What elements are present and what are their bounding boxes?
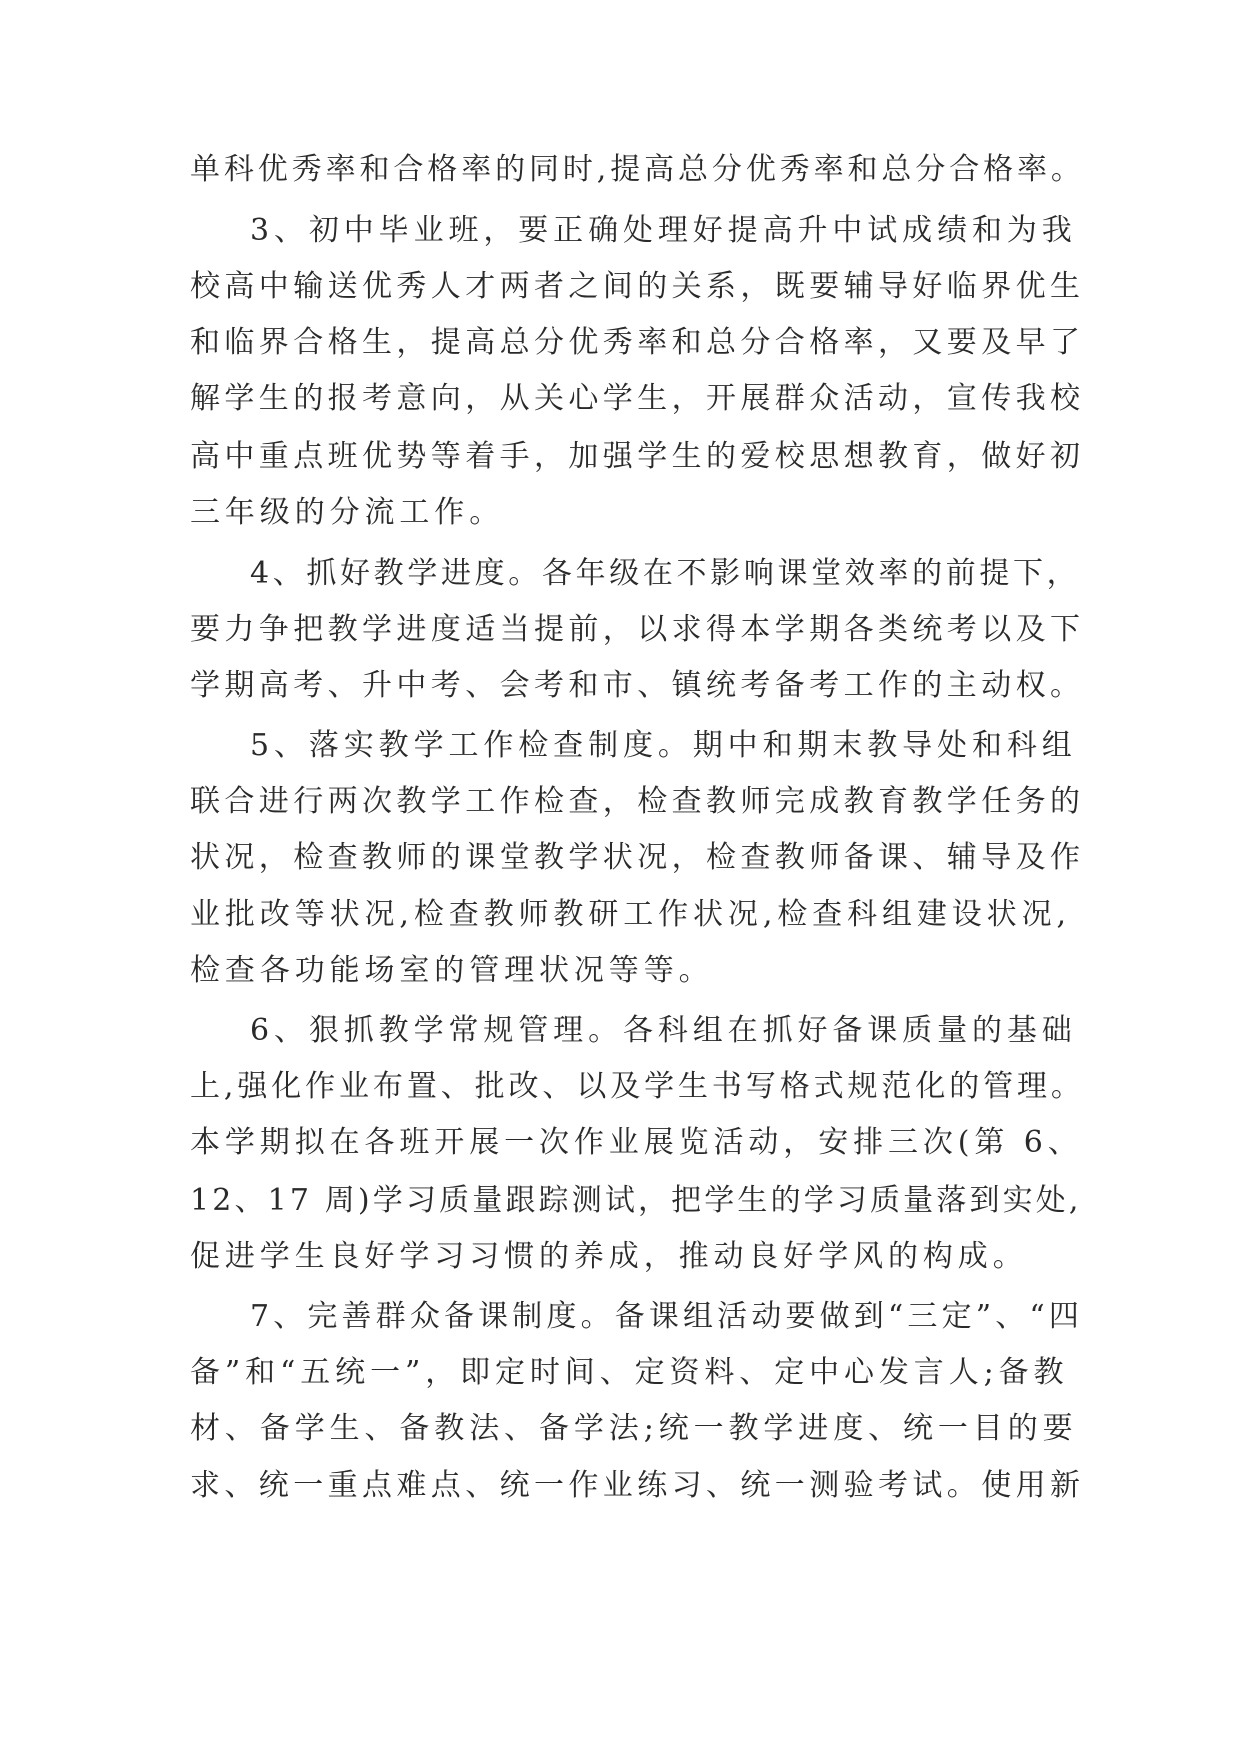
text-line: 6、狠抓教学常规管理。各科组在抓好备课质量的基础: [250, 1013, 1077, 1048]
text-line: 校高中输送优秀人才两者之间的关系，既要辅导好临界优生: [190, 269, 1085, 304]
text-line: 要力争把教学进度适当提前，以求得本学期各类统考以及下: [190, 612, 1085, 647]
text-line: 和临界合格生，提高总分优秀率和总分合格率，又要及早了: [190, 325, 1085, 360]
text-line: 状况，检查教师的课堂教学状况，检查教师备课、辅导及作: [190, 840, 1085, 875]
text-line: 解学生的报考意向，从关心学生，开展群众活动，宣传我校: [190, 381, 1085, 416]
text-line: 4、抓好教学进度。各年级在不影响课堂效率的前提下，: [250, 556, 1081, 591]
text-line: 5、落实教学工作检查制度。期中和期末教导处和科组: [250, 728, 1077, 763]
text-line: 促进学生良好学习习惯的养成，推动良好学风的构成。: [190, 1239, 1028, 1274]
text-line: 备”和“五统一”，即定时间、定资料、定中心发言人;备教: [190, 1355, 1069, 1390]
text-line: 联合进行两次教学工作检查，检查教师完成教育教学任务的: [190, 784, 1085, 819]
text-line: 3、初中毕业班，要正确处理好提高升中试成绩和为我: [250, 213, 1077, 248]
text-line: 求、统一重点难点、统一作业练习、统一测验考试。使用新: [190, 1468, 1085, 1503]
text-line: 上,强化作业布置、批改、以及学生书写格式规范化的管理。: [190, 1069, 1085, 1104]
text-line: 材、备学生、备教法、备学法;统一教学进度、统一目的要: [190, 1411, 1078, 1446]
text-line: 检查各功能场室的管理状况等等。: [190, 953, 714, 988]
text-line: 单科优秀率和合格率的同时,提高总分优秀率和总分合格率。: [190, 152, 1085, 187]
text-line: 本学期拟在各班开展一次作业展览活动，安排三次(第 6、: [190, 1125, 1083, 1160]
text-line: 12、17 周)学习质量跟踪测试，把学生的学习质量落到实处,: [190, 1183, 1082, 1218]
text-line: 学期高考、升中考、会考和市、镇统考备考工作的主动权。: [190, 668, 1085, 703]
text-line: 高中重点班优势等着手，加强学生的爱校思想教育，做好初: [190, 439, 1085, 474]
text-line: 三年级的分流工作。: [190, 495, 505, 530]
text-line: 业批改等状况,检查教师教研工作状况,检查科组建设状况,: [190, 897, 1071, 932]
text-line: 7、完善群众备课制度。备课组活动要做到“三定”、“四: [250, 1299, 1083, 1334]
